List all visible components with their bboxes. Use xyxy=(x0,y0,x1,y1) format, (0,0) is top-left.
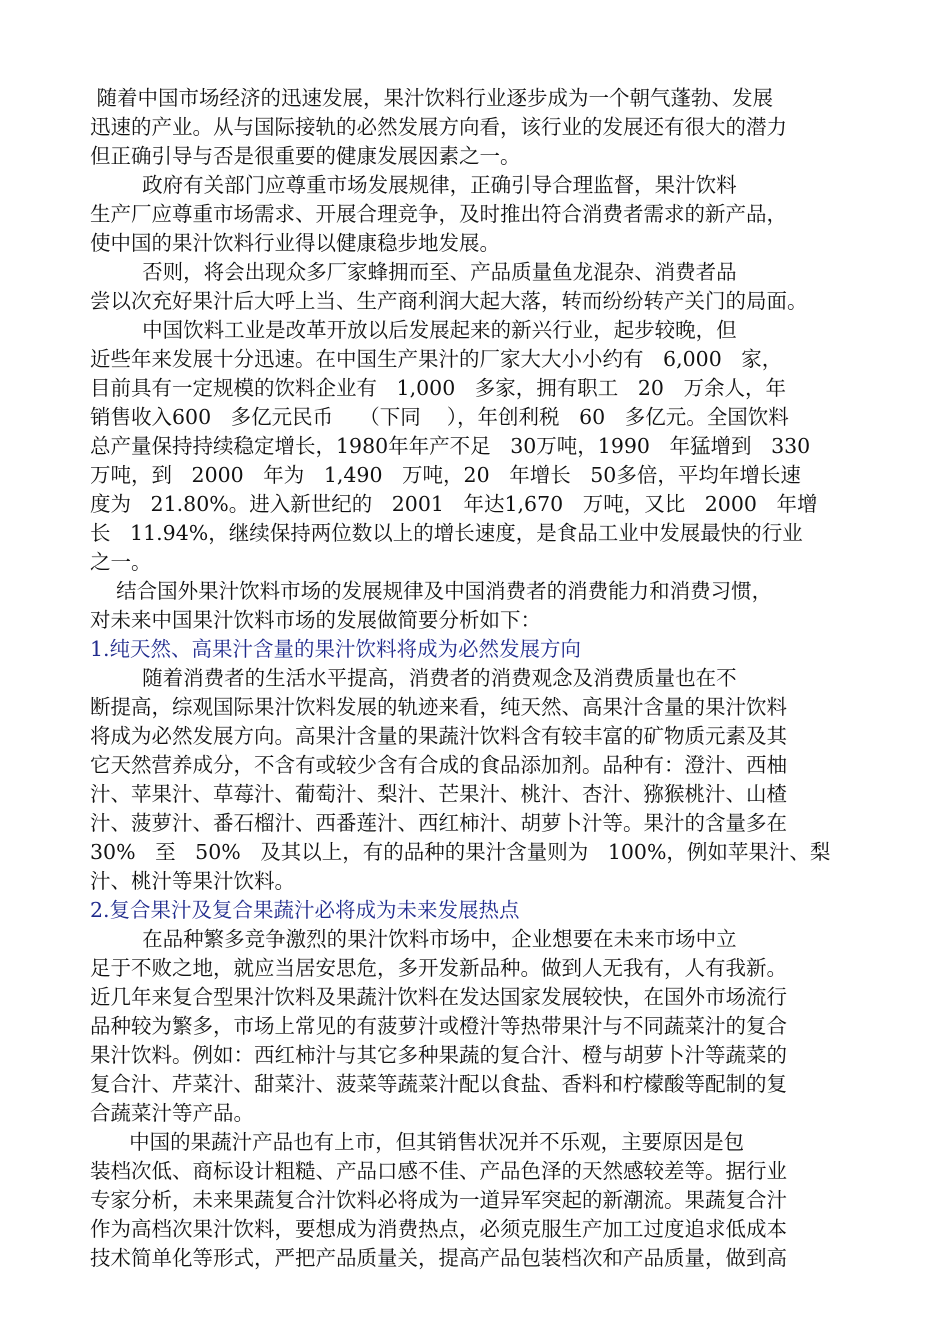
paragraph-line: 装档次低、商标设计粗糙、产品口感不佳、产品色泽的天然感较差等。据行业 xyxy=(90,1159,787,1183)
paragraph-line: 品种较为繁多，市场上常见的有菠萝汁或橙汁等热带果汁与不同蔬菜汁的复合 xyxy=(90,1014,787,1038)
paragraph-line: 技术简单化等形式，严把产品质量关，提高产品包装档次和产品质量，做到高 xyxy=(90,1246,787,1270)
section-heading-2: 2.复合果汁及复合果蔬汁必将成为未来发展热点 xyxy=(90,898,520,922)
paragraph-line: 迅速的产业。从与国际接轨的必然发展方向看，该行业的发展还有很大的潜力 xyxy=(90,115,787,139)
paragraph-line: 作为高档次果汁饮料，要想成为消费热点，必须克服生产加工过度追求低成本 xyxy=(90,1217,787,1241)
paragraph-line: 销售收入600 多亿元民币 （下同 ），年创利税 60 多亿元。全国饮料 xyxy=(90,405,789,429)
paragraph-line: 在品种繁多竞争激烈的果汁饮料市场中，企业想要在未来市场中立 xyxy=(90,927,737,951)
paragraph-line: 它天然营养成分，不含有或较少含有合成的食品添加剂。品种有：澄汁、西柚 xyxy=(90,753,787,777)
paragraph-line: 30% 至 50% 及其以上，有的品种的果汁含量则为 100%，例如苹果汁、梨 xyxy=(90,840,831,864)
paragraph-line: 专家分析，未来果蔬复合汁饮料必将成为一道异军突起的新潮流。果蔬复合汁 xyxy=(90,1188,787,1212)
paragraph-line: 果汁饮料。例如：西红柿汁与其它多种果蔬的复合汁、橙与胡萝卜汁等蔬菜的 xyxy=(90,1043,787,1067)
paragraph-line: 断提高，综观国际果汁饮料发展的轨迹来看，纯天然、高果汁含量的果汁饮料 xyxy=(90,695,787,719)
paragraph-line: 之一。 xyxy=(90,550,152,574)
paragraph-line: 随着消费者的生活水平提高，消费者的消费观念及消费质量也在不 xyxy=(90,666,737,690)
paragraph-line: 近几年来复合型果汁饮料及果蔬汁饮料在发达国家发展较快，在国外市场流行 xyxy=(90,985,787,1009)
paragraph-line: 随着中国市场经济的迅速发展，果汁饮料行业逐步成为一个朝气蓬勃、发展 xyxy=(90,86,774,110)
paragraph-line: 否则，将会出现众多厂家蜂拥而至、产品质量鱼龙混杂、消费者品 xyxy=(90,260,737,284)
paragraph-line: 合蔬菜汁等产品。 xyxy=(90,1101,254,1125)
paragraph-line: 生产厂应尊重市场需求、开展合理竞争，及时推出符合消费者需求的新产品， xyxy=(90,202,787,226)
section-heading-1: 1.纯天然、高果汁含量的果汁饮料将成为必然发展方向 xyxy=(90,637,582,661)
paragraph-line: 总产量保持持续稳定增长，1980年年产不足 30万吨，1990 年猛增到 330 xyxy=(90,434,811,458)
paragraph-line: 长 11.94%，继续保持两位数以上的增长速度，是食品工业中发展最快的行业 xyxy=(90,521,803,545)
paragraph-line: 万吨，到 2000 年为 1,490 万吨，20 年增长 50多倍，平均年增长速 xyxy=(90,463,801,487)
paragraph-line: 中国的果蔬汁产品也有上市，但其销售状况并不乐观，主要原因是包 xyxy=(90,1130,745,1154)
paragraph-line: 对未来中国果汁饮料市场的发展做简要分析如下： xyxy=(90,608,541,632)
paragraph-line: 使中国的果汁饮料行业得以健康稳步地发展。 xyxy=(90,231,500,255)
paragraph-line: 足于不败之地，就应当居安思危，多开发新品种。做到人无我有，人有我新。 xyxy=(90,956,787,980)
document-body xyxy=(90,84,865,1273)
paragraph-line: 汁、桃汁等果汁饮料。 xyxy=(90,869,295,893)
paragraph-line: 将成为必然发展方向。高果汁含量的果蔬汁饮料含有较丰富的矿物质元素及其 xyxy=(90,724,787,748)
paragraph-line: 中国饮料工业是改革开放以后发展起来的新兴行业，起步较晚，但 xyxy=(90,318,737,342)
paragraph-line: 目前具有一定规模的饮料企业有 1,000 多家，拥有职工 20 万余人，年 xyxy=(90,376,786,400)
paragraph-line: 汁、菠萝汁、番石榴汁、西番莲汁、西红柿汁、胡萝卜汁等。果汁的含量多在 xyxy=(90,811,787,835)
paragraph-line: 但正确引导与否是很重要的健康发展因素之一。 xyxy=(90,144,521,168)
paragraph-line: 政府有关部门应尊重市场发展规律，正确引导合理监督，果汁饮料 xyxy=(90,173,737,197)
paragraph-line: 尝以次充好果汁后大呼上当、生产商利润大起大落，转而纷纷转产关门的局面。 xyxy=(90,289,808,313)
paragraph-line: 汁、苹果汁、草莓汁、葡萄汁、梨汁、芒果汁、桃汁、杏汁、猕猴桃汁、山楂 xyxy=(90,782,787,806)
paragraph-line: 复合汁、芹菜汁、甜菜汁、菠菜等蔬菜汁配以食盐、香料和柠檬酸等配制的复 xyxy=(90,1072,787,1096)
paragraph-line: 近些年来发展十分迅速。在中国生产果汁的厂家大大小小约有 6,000 家， xyxy=(90,347,783,371)
paragraph-line: 度为 21.80%。进入新世纪的 2001 年达1,670 万吨，又比 2000 年增 xyxy=(90,492,818,516)
paragraph-line: 结合国外果汁饮料市场的发展规律及中国消费者的消费能力和消费习惯， xyxy=(90,579,773,603)
